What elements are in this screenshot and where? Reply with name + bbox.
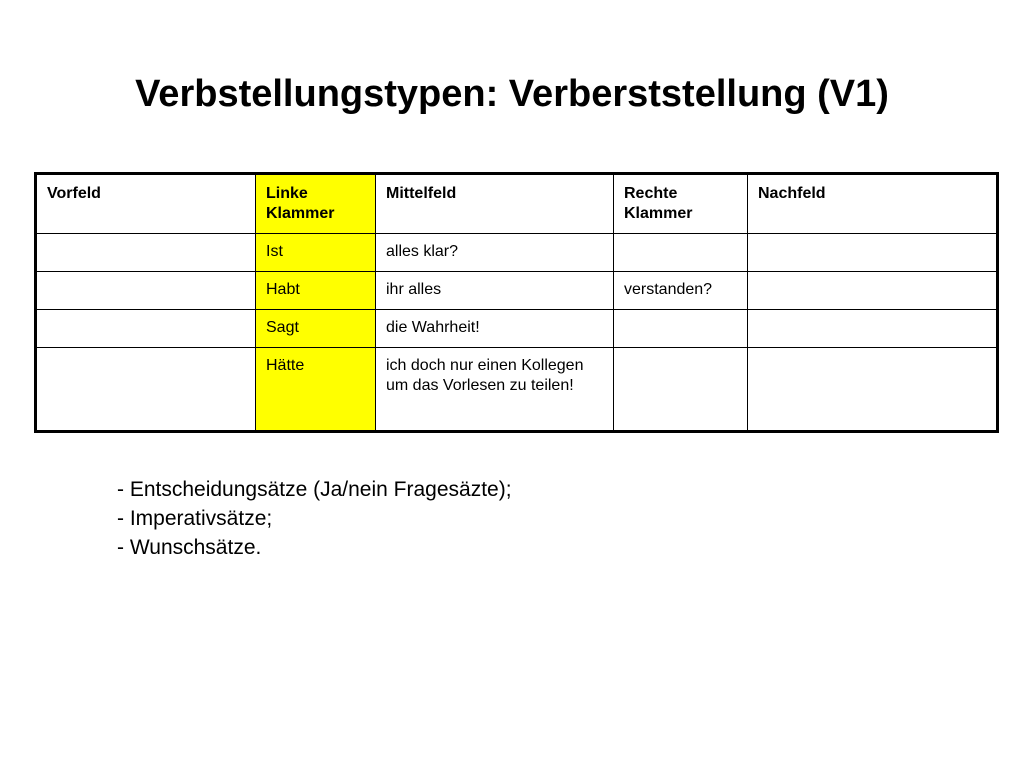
cell-rechte-klammer	[614, 310, 748, 348]
cell-nachfeld	[748, 272, 998, 310]
note-item: - Imperativsätze;	[117, 507, 273, 530]
cell-linke-klammer: Sagt	[256, 310, 376, 348]
cell-mittelfeld: ihr alles	[376, 272, 614, 310]
cell-nachfeld	[748, 310, 998, 348]
cell-nachfeld	[748, 234, 998, 272]
table-row	[36, 310, 998, 348]
cell-mittelfeld: die Wahrheit!	[376, 310, 614, 348]
note-item: - Wunschsätze.	[117, 536, 262, 559]
cell-mittelfeld: alles klar?	[376, 234, 614, 272]
cell-mittelfeld: ich doch nur einen Kollegen um das Vorlesen zu teilen!	[376, 348, 614, 432]
table-row	[36, 272, 998, 310]
table-header-row	[36, 174, 998, 234]
header-mittelfeld: Mittelfeld	[376, 174, 614, 234]
header-linke-klammer: Linke Klammer	[256, 174, 376, 234]
table-row	[36, 348, 998, 432]
cell-linke-klammer: Habt	[256, 272, 376, 310]
header-nachfeld: Nachfeld	[748, 174, 998, 234]
header-rechte-klammer: Rechte Klammer	[614, 174, 748, 234]
header-vorfeld: Vorfeld	[36, 174, 256, 234]
cell-vorfeld	[36, 234, 256, 272]
cell-linke-klammer: Hätte	[256, 348, 376, 432]
cell-nachfeld	[748, 348, 998, 432]
cell-vorfeld	[36, 348, 256, 432]
cell-linke-klammer: Ist	[256, 234, 376, 272]
table-row	[36, 234, 998, 272]
field-table	[34, 172, 999, 433]
cell-rechte-klammer	[614, 234, 748, 272]
cell-rechte-klammer	[614, 348, 748, 432]
cell-vorfeld	[36, 272, 256, 310]
cell-rechte-klammer: verstanden?	[614, 272, 748, 310]
note-item: - Entscheidungsätze (Ja/nein Fragesäzte);	[117, 478, 512, 501]
cell-vorfeld	[36, 310, 256, 348]
notes-list	[117, 475, 512, 562]
slide-title: Verbstellungstypen: Verberststellung (V1)	[135, 73, 889, 115]
